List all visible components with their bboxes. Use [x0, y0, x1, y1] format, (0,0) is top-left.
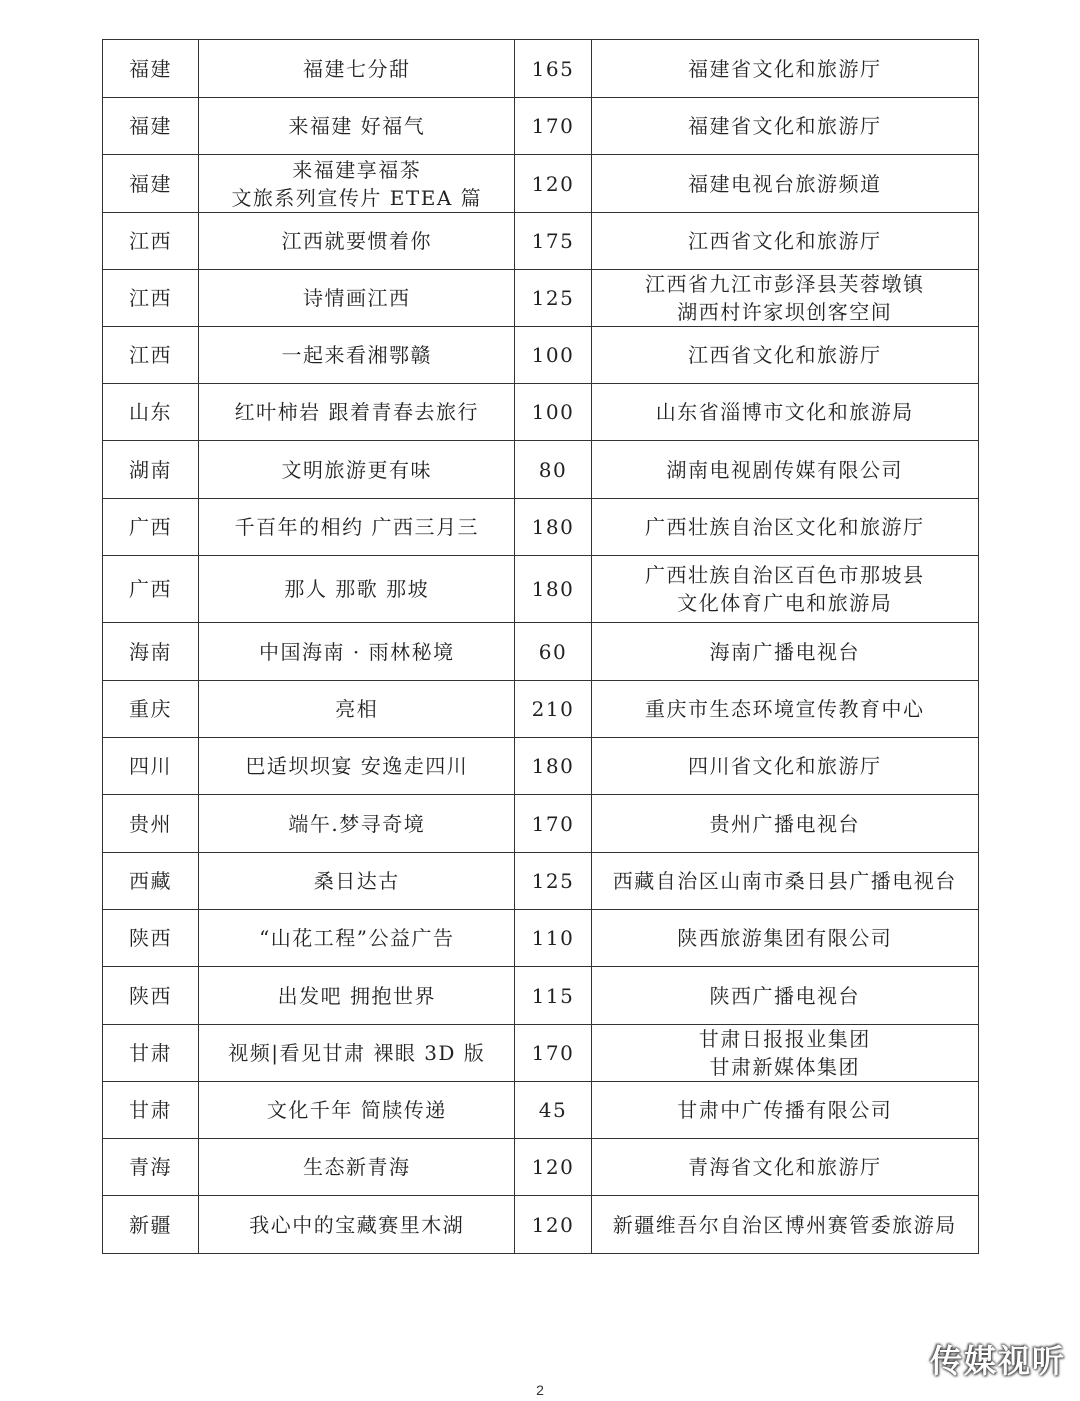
table-row: [103, 1139, 979, 1196]
organization-cell: [591, 738, 978, 795]
table-row: [103, 270, 979, 327]
province-cell: 福建: [103, 40, 199, 98]
province-cell: 海南: [103, 623, 199, 681]
organization-cell: [591, 556, 978, 623]
organization-cell: [591, 795, 978, 853]
duration-cell: 115: [515, 967, 591, 1025]
duration-cell: 180: [515, 556, 591, 623]
organization-cell-line: 江西省文化和旅游厅: [688, 343, 882, 367]
organization-cell: [591, 1196, 978, 1254]
province-cell: 广西: [103, 556, 199, 623]
title-cell: [199, 1025, 515, 1082]
title-cell: [199, 155, 515, 213]
title-cell: [199, 499, 515, 556]
province-cell: 湖南: [103, 441, 199, 499]
table-row: [103, 441, 979, 499]
province-cell: 贵州: [103, 795, 199, 853]
title-cell-line: 文化千年 简牍传递: [266, 1098, 447, 1122]
title-cell-line: 福建七分甜: [303, 56, 411, 81]
organization-cell: [591, 623, 978, 681]
organization-cell-line: 江西省文化和旅游厅: [688, 229, 882, 253]
title-cell: [199, 556, 515, 623]
table-row: [103, 155, 979, 213]
table-row: [103, 499, 979, 556]
duration-cell: 170: [515, 98, 591, 155]
title-cell-line: 一起来看湘鄂赣: [281, 343, 433, 367]
organization-cell: [591, 967, 978, 1025]
title-cell: [199, 98, 515, 155]
title-cell: [199, 270, 515, 327]
table-row: [103, 738, 979, 795]
organization-cell-line: 贵州广播电视台: [709, 811, 861, 836]
title-cell: [199, 40, 515, 98]
duration-cell: 175: [515, 213, 591, 270]
organization-cell-line: 福建电视台旅游频道: [688, 171, 882, 196]
title-cell-line: “山花工程”公益广告: [259, 926, 455, 950]
organization-cell-line: 广西壮族自治区文化和旅游厅: [645, 515, 925, 539]
organization-cell-line: 文化体育广电和旅游局: [677, 591, 893, 615]
organization-cell: [591, 1139, 978, 1196]
organization-cell-line: 陕西广播电视台: [709, 983, 861, 1008]
title-cell-line: 亮相: [335, 697, 379, 721]
title-cell-line: 端午.梦寻奇境: [288, 811, 426, 836]
title-cell: [199, 384, 515, 441]
title-cell-line: 中国海南 · 雨林秘境: [259, 639, 455, 664]
organization-cell: [591, 681, 978, 738]
organization-cell: [591, 270, 978, 327]
title-cell: [199, 623, 515, 681]
organization-cell-line: 湖南电视剧传媒有限公司: [666, 457, 904, 482]
organization-cell: [591, 155, 978, 213]
province-cell: 江西: [103, 270, 199, 327]
table-row: [103, 967, 979, 1025]
province-cell: 江西: [103, 213, 199, 270]
title-cell-line: 视频|看见甘肃 裸眼 3D 版: [228, 1041, 486, 1065]
duration-cell: 100: [515, 384, 591, 441]
province-cell: 青海: [103, 1139, 199, 1196]
table-row: [103, 1025, 979, 1082]
organization-cell-line: 甘肃新媒体集团: [709, 1055, 861, 1079]
table-row: [103, 384, 979, 441]
province-cell: 新疆: [103, 1196, 199, 1254]
province-cell: 山东: [103, 384, 199, 441]
duration-cell: 120: [515, 155, 591, 213]
table-row: [103, 623, 979, 681]
title-cell-line: 出发吧 拥抱世界: [277, 983, 436, 1008]
table-row: [103, 795, 979, 853]
title-cell-line: 红叶柿岩 跟着青春去旅行: [234, 400, 479, 424]
title-cell-line: 千百年的相约 广西三月三: [234, 515, 479, 539]
program-table: [102, 39, 979, 1254]
duration-cell: 210: [515, 681, 591, 738]
title-cell: [199, 738, 515, 795]
organization-cell: [591, 441, 978, 499]
organization-cell: [591, 40, 978, 98]
organization-cell-line: 甘肃日报报业集团: [698, 1027, 871, 1051]
title-cell: [199, 327, 515, 384]
title-cell: [199, 1196, 515, 1254]
organization-cell-line: 新疆维吾尔自治区博州赛管委旅游局: [612, 1212, 957, 1237]
title-cell-line: 文旅系列宣传片 ETEA 篇: [231, 185, 483, 210]
province-cell: 重庆: [103, 681, 199, 738]
organization-cell-line: 四川省文化和旅游厅: [688, 754, 882, 778]
title-cell-line: 诗情画江西: [303, 286, 411, 310]
title-cell: [199, 1082, 515, 1139]
title-cell: [199, 795, 515, 853]
title-cell: [199, 910, 515, 967]
title-cell: [199, 441, 515, 499]
organization-cell-line: 甘肃中广传播有限公司: [677, 1098, 893, 1122]
title-cell-line: 来福建享福茶: [292, 157, 422, 182]
table-row: [103, 681, 979, 738]
page-number: 2: [536, 1382, 544, 1398]
title-cell-line: 桑日达古: [313, 869, 400, 893]
title-cell-line: 那人 那歌 那坡: [284, 577, 430, 601]
duration-cell: 165: [515, 40, 591, 98]
organization-cell-line: 青海省文化和旅游厅: [688, 1155, 882, 1179]
province-cell: 江西: [103, 327, 199, 384]
table-row: [103, 1082, 979, 1139]
province-cell: 四川: [103, 738, 199, 795]
organization-cell-line: 海南广播电视台: [709, 639, 861, 664]
title-cell: [199, 967, 515, 1025]
province-cell: 广西: [103, 499, 199, 556]
province-cell: 陕西: [103, 967, 199, 1025]
province-cell: 陕西: [103, 910, 199, 967]
title-cell: [199, 681, 515, 738]
organization-cell: [591, 384, 978, 441]
organization-cell-line: 福建省文化和旅游厅: [688, 56, 882, 81]
duration-cell: 120: [515, 1139, 591, 1196]
organization-cell-line: 西藏自治区山南市桑日县广播电视台: [612, 869, 957, 893]
organization-cell-line: 陕西旅游集团有限公司: [677, 926, 893, 950]
organization-cell-line: 山东省淄博市文化和旅游局: [655, 400, 914, 424]
duration-cell: 45: [515, 1082, 591, 1139]
title-cell-line: 来福建 好福气: [288, 114, 426, 138]
duration-cell: 100: [515, 327, 591, 384]
organization-cell: [591, 213, 978, 270]
title-cell-line: 巴适坝坝宴 安逸走四川: [245, 754, 469, 778]
title-cell-line: 文明旅游更有味: [281, 457, 433, 482]
duration-cell: 170: [515, 795, 591, 853]
title-cell-line: 生态新青海: [303, 1155, 411, 1179]
organization-cell: [591, 98, 978, 155]
organization-cell: [591, 327, 978, 384]
province-cell: 福建: [103, 98, 199, 155]
organization-cell-line: 江西省九江市彭泽县芙蓉墩镇: [645, 272, 925, 296]
duration-cell: 170: [515, 1025, 591, 1082]
province-cell: 甘肃: [103, 1025, 199, 1082]
table-row: [103, 327, 979, 384]
duration-cell: 80: [515, 441, 591, 499]
organization-cell: [591, 499, 978, 556]
province-cell: 福建: [103, 155, 199, 213]
organization-cell-line: 湖西村许家坝创客空间: [677, 300, 893, 324]
province-cell: 西藏: [103, 853, 199, 910]
organization-cell-line: 福建省文化和旅游厅: [688, 114, 882, 138]
program-table-body: [103, 40, 979, 1254]
duration-cell: 60: [515, 623, 591, 681]
table-row: [103, 910, 979, 967]
duration-cell: 180: [515, 738, 591, 795]
title-cell: [199, 1139, 515, 1196]
title-cell: [199, 853, 515, 910]
organization-cell: [591, 1082, 978, 1139]
duration-cell: 110: [515, 910, 591, 967]
title-cell-line: 我心中的宝藏赛里木湖: [249, 1212, 465, 1237]
province-cell: 甘肃: [103, 1082, 199, 1139]
title-cell: [199, 213, 515, 270]
table-row: [103, 213, 979, 270]
organization-cell-line: 重庆市生态环境宣传教育中心: [645, 697, 925, 721]
organization-cell: [591, 1025, 978, 1082]
watermark-logo: 传媒视听: [929, 1342, 1066, 1380]
table-row: [103, 40, 979, 98]
duration-cell: 120: [515, 1196, 591, 1254]
table-row: [103, 556, 979, 623]
title-cell-line: 江西就要惯着你: [281, 229, 433, 253]
organization-cell: [591, 853, 978, 910]
table-row: [103, 98, 979, 155]
organization-cell-line: 广西壮族自治区百色市那坡县: [645, 563, 925, 587]
table-row: [103, 1196, 979, 1254]
table-row: [103, 853, 979, 910]
duration-cell: 180: [515, 499, 591, 556]
organization-cell: [591, 910, 978, 967]
duration-cell: 125: [515, 853, 591, 910]
duration-cell: 125: [515, 270, 591, 327]
